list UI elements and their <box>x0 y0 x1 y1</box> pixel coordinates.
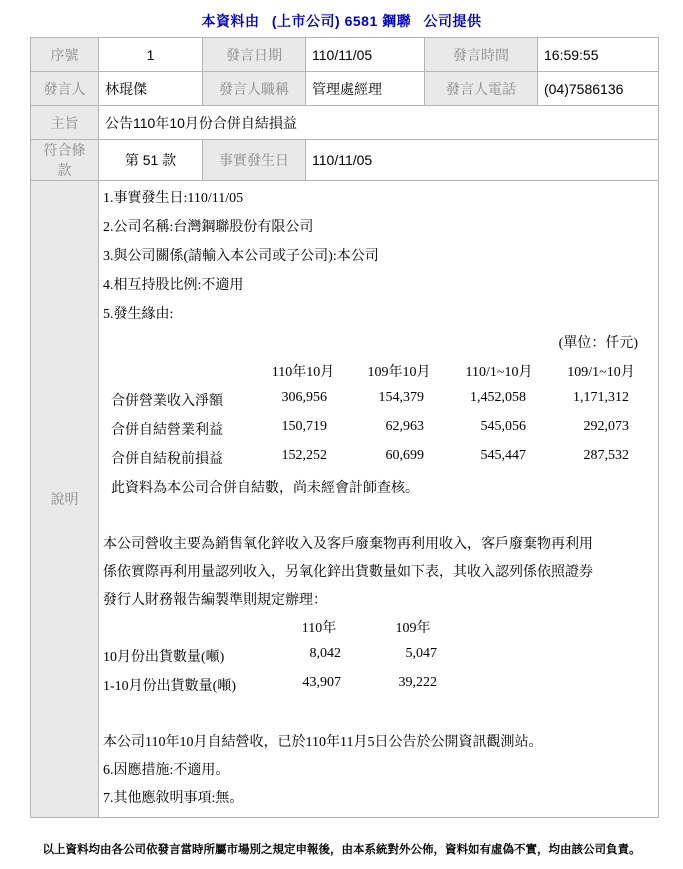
closing-line: 本公司110年10月自結營收，已於110年11月5日公告於公開資訊觀測站。 <box>103 735 543 750</box>
row-seq <box>31 38 659 72</box>
t1-row-1-label: 合併營業收入淨額 <box>111 394 223 409</box>
t2-row-2-v2: 39,222 <box>398 675 437 690</box>
t1-header-3: 110/1~10月 <box>465 365 533 380</box>
t1-header-4: 109/1~10月 <box>567 365 635 380</box>
subject-value: 公告110年10月份合併自結損益 <box>99 106 659 140</box>
speaker-title-value: 管理處經理 <box>306 72 425 106</box>
t1-row-1-v4: 1,171,312 <box>573 390 629 405</box>
t1-row-2-v3: 545,056 <box>480 419 526 434</box>
desc-line-4: 4.相互持股比例:不適用 <box>103 278 244 293</box>
header-company: (上市公司) 6581 鋼聯 <box>271 13 412 29</box>
footer-disclaimer: 以上資料均由各公司依發言當時所屬市場別之規定申報後，由本系統對外公佈，資料如有虛偽不實，均由該公司負責。 <box>42 844 641 856</box>
seq-value: 1 <box>99 38 203 72</box>
t1-header-1: 110年10月 <box>271 365 335 380</box>
t1-row-1-v2: 154,379 <box>378 390 424 405</box>
t1-row-3-label: 合併自結稅前損益 <box>111 452 223 467</box>
description-body <box>99 181 659 818</box>
row-speaker <box>31 72 659 106</box>
row-clause <box>31 140 659 181</box>
time-value: 16:59:55 <box>538 38 659 72</box>
audit-note: 此資料為本公司合併自結數，尚未經會計師查核。 <box>111 481 419 496</box>
date-value: 110/11/05 <box>306 38 425 72</box>
announcement-table <box>30 37 659 818</box>
t2-row-2-v1: 43,907 <box>302 675 341 690</box>
description-label: 說明 <box>31 181 99 818</box>
t1-row-2-v2: 62,963 <box>385 419 424 434</box>
phone-value: (04)7586136 <box>538 72 659 106</box>
t1-row-2-v1: 150,719 <box>281 419 327 434</box>
desc-item-6: 6.因應措施:不適用。 <box>103 763 230 778</box>
event-date-value: 110/11/05 <box>306 140 659 181</box>
row-subject <box>31 106 659 140</box>
para-line-1: 本公司營收主要為銷售氧化鋅收入及客戶廢棄物再利用收入，客戶廢棄物再利用 <box>103 537 593 552</box>
date-label: 發言日期 <box>203 38 306 72</box>
event-date-label: 事實發生日 <box>203 140 306 181</box>
subject-label: 主旨 <box>31 106 99 140</box>
time-label: 發言時間 <box>425 38 538 72</box>
t1-row-3-v2: 60,699 <box>385 448 424 463</box>
t1-row-3-v1: 152,252 <box>281 448 327 463</box>
desc-line-5: 5.發生緣由: <box>103 307 174 322</box>
unit-note: (單位：仟元) <box>558 336 638 351</box>
t2-row-1-label: 10月份出貨數量(噸) <box>103 650 225 665</box>
speaker-value: 林琨傑 <box>99 72 203 106</box>
para-line-3: 發行人財務報告編製準則規定辦理： <box>103 593 327 608</box>
t2-row-2-label: 1-10月份出貨數量(噸) <box>103 679 236 694</box>
t1-row-3-v4: 287,532 <box>583 448 629 463</box>
speaker-label: 發言人 <box>31 72 99 106</box>
row-description <box>31 181 659 818</box>
speaker-title-label: 發言人職稱 <box>203 72 306 106</box>
desc-line-2: 2.公司名稱:台灣鋼聯股份有限公司 <box>103 220 314 235</box>
desc-line-1: 1.事實發生日:110/11/05 <box>103 191 244 206</box>
clause-label: 符合條款 <box>31 140 99 181</box>
desc-item-7: 7.其他應敘明事項:無。 <box>103 791 244 806</box>
clause-value: 第 51 款 <box>99 140 203 181</box>
t2-row-1-v2: 5,047 <box>405 646 437 661</box>
t1-header-2: 109年10月 <box>367 365 431 380</box>
desc-line-3: 3.與公司關係(請輸入本公司或子公司):本公司 <box>103 249 379 264</box>
page-header <box>0 11 683 31</box>
t2-header-1: 110年 <box>301 621 337 636</box>
t1-row-3-v3: 545,447 <box>480 448 526 463</box>
t2-row-1-v1: 8,042 <box>309 646 341 661</box>
para-line-2: 係依實際再利用量認列收入，另氧化鋅出貨數量如下表，其收入認列係依照證券 <box>103 565 593 580</box>
t1-row-2-label: 合併自結營業利益 <box>111 423 223 438</box>
t2-header-2: 109年 <box>395 621 431 636</box>
t1-row-2-v4: 292,073 <box>583 419 629 434</box>
t1-row-1-v3: 1,452,058 <box>470 390 526 405</box>
t1-row-1-v1: 306,956 <box>281 390 327 405</box>
header-prefix: 本資料由 <box>201 13 260 29</box>
phone-label: 發言人電話 <box>425 72 538 106</box>
header-suffix: 公司提供 <box>423 13 482 29</box>
seq-label: 序號 <box>31 38 99 72</box>
